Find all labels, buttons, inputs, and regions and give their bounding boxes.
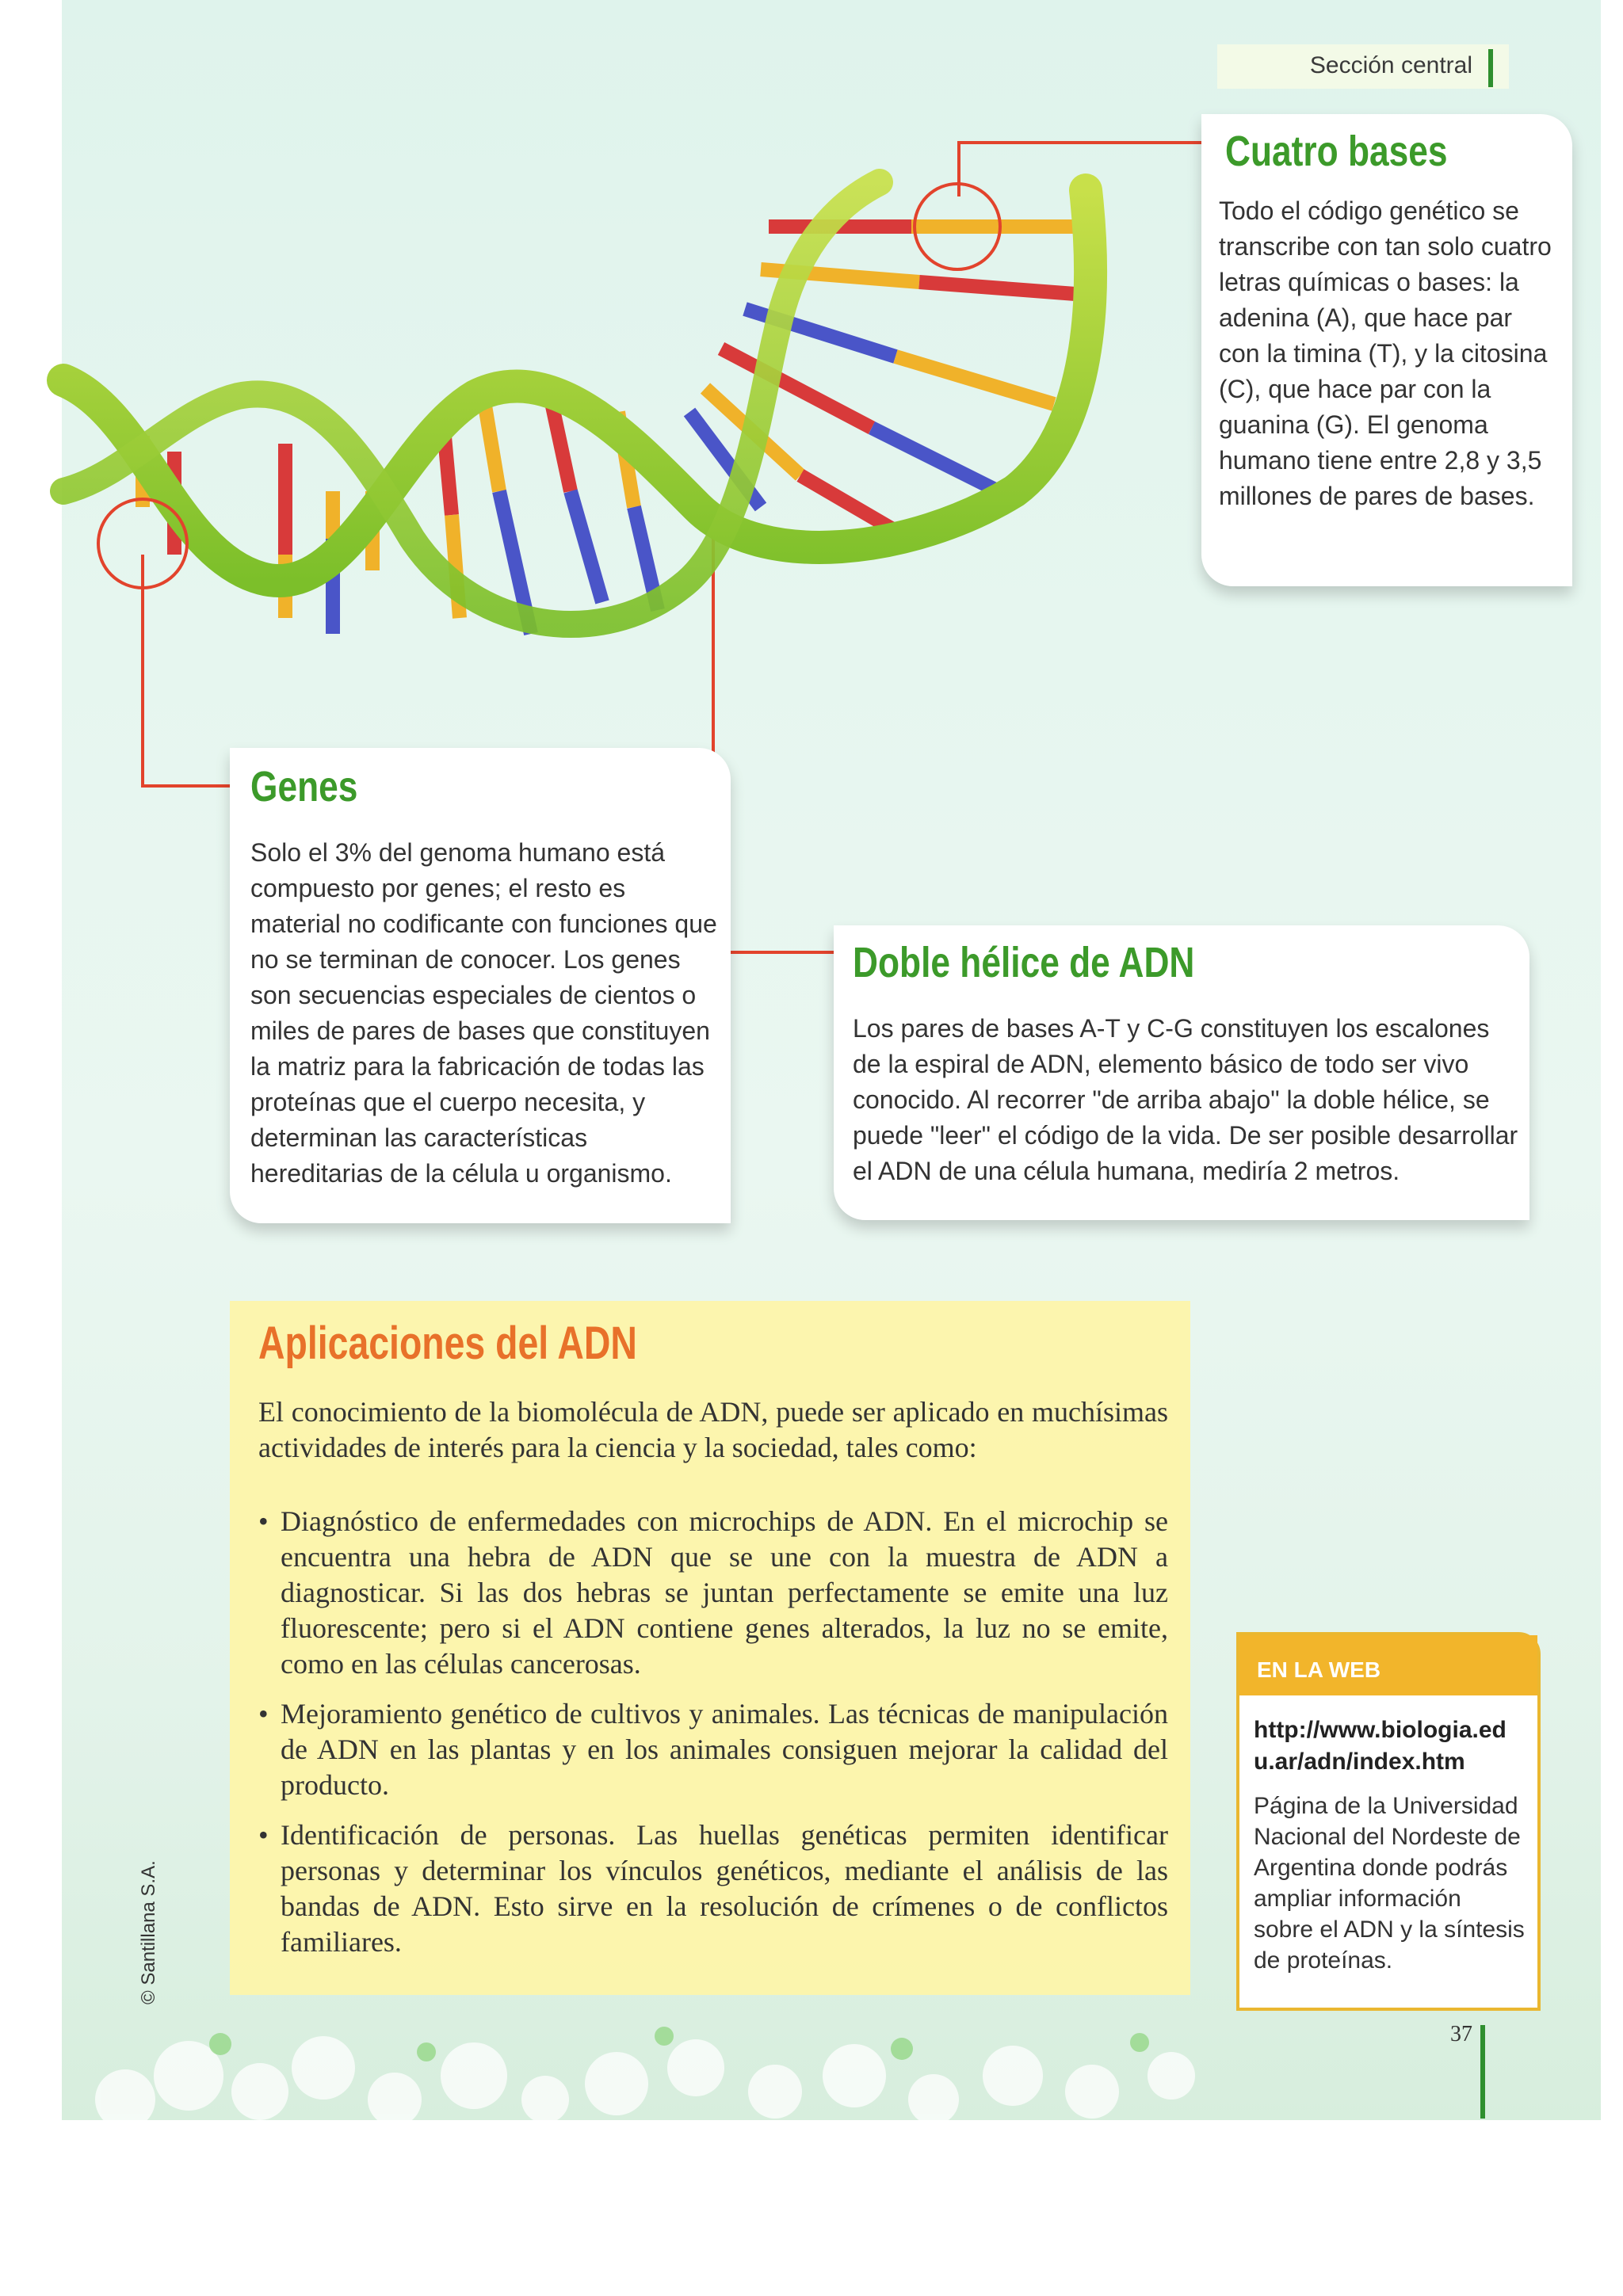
applications-title: Aplicaciones del ADN <box>258 1318 637 1369</box>
card-genes-title: Genes <box>250 763 358 810</box>
card-genes-text: Solo el 3% del genoma humano está compuesto por genes; el resto es material no codificante con funciones que no se terminan de conocer. Los genes son secuencias especiales de cientos o miles de pares de bases que constituyen la matriz para la fabricación de todas las proteínas que el cuerpo necesita, y determinan las características hereditarias de la célula u organismo. <box>250 838 717 1188</box>
list-item: • Identificación de personas. Las huellas genéticas permiten identificar personas y determinar los vínculos genéticos, mediante el análisis de las bandas de ADN. Esto sirve en la resolución de crímenes o de conflictos familiares. <box>258 1817 1168 1960</box>
applications-box <box>230 1301 1190 1995</box>
card-helix-text: Los pares de bases A-T y C-G constituyen los escalones de la espiral de ADN, elemento básico de todo ser vivo conocido. Al recorrer "de arriba abajo" la doble hélice, se puede "leer" el código de la vida. De ser posible desarrollar el ADN de una célula humana, mediría 2 metros. <box>853 1014 1518 1185</box>
web-box-heading: EN LA WEB <box>1239 1635 1537 1695</box>
card-bases-text: Todo el código genético se transcribe con tan solo cuatro letras químicas o bases: la adenina (A), que hace par con la timina (T), y la citosina (C), que hace par con la guanina (G). El genoma humano tiene entre 2,8 y 3,5 millones de pares de bases. <box>1219 196 1552 510</box>
base-pair-rung <box>571 491 602 602</box>
card-helix-title: Doble hélice de ADN <box>853 939 1195 986</box>
web-description: Página de la Universidad Nacional del Nordeste de Argentina donde podrás ampliar información sobre el ADN y la síntesis de proteínas. <box>1254 1793 1525 1974</box>
card-bases-title: Cuatro bases <box>1225 128 1448 175</box>
dna-helix-illustration <box>0 0 1623 713</box>
copyright-text: © Santillana S.A. <box>138 1860 159 2004</box>
applications-list <box>258 1504 1168 1974</box>
callout-line-genes-horizontal <box>141 784 231 788</box>
list-item: • Diagnóstico de enfermedades con microchips de ADN. En el microchip se encuentra una hebra de ADN que se une con la muestra de ADN a diagnosticar. Si las dos hebras se juntan perfectamente se emite una luz fluorescente; pero si el ADN contiene genes alterados, la luz no se emite, como en las células cancerosas. <box>258 1504 1168 1682</box>
base-pair-rung <box>919 282 1086 295</box>
page-number: 37 <box>1450 2022 1472 2046</box>
web-resource-box <box>1236 1632 1541 2011</box>
page-number-bar <box>1480 2025 1485 2119</box>
base-pair-rung <box>800 475 896 531</box>
card-doble-helice <box>834 925 1529 1220</box>
card-genes <box>230 748 731 1223</box>
list-item: • Mejoramiento genético de cultivos y animales. Las técnicas de manipulación de ADN en las plantas y en los animales consiguen mejorar la calidad del producto. <box>258 1696 1168 1803</box>
web-link[interactable]: http://www.biologia.edu.ar/adn/index.htm <box>1254 1717 1507 1775</box>
base-pair-rung <box>896 357 1054 404</box>
base-pair-rung <box>483 396 499 491</box>
section-label: Sección central <box>1309 52 1472 78</box>
applications-intro: El conocimiento de la biomolécula de ADN, puede ser aplicado en muchísimas actividades de interés para la ciencia y la sociedad, tales como: <box>258 1396 1168 1463</box>
